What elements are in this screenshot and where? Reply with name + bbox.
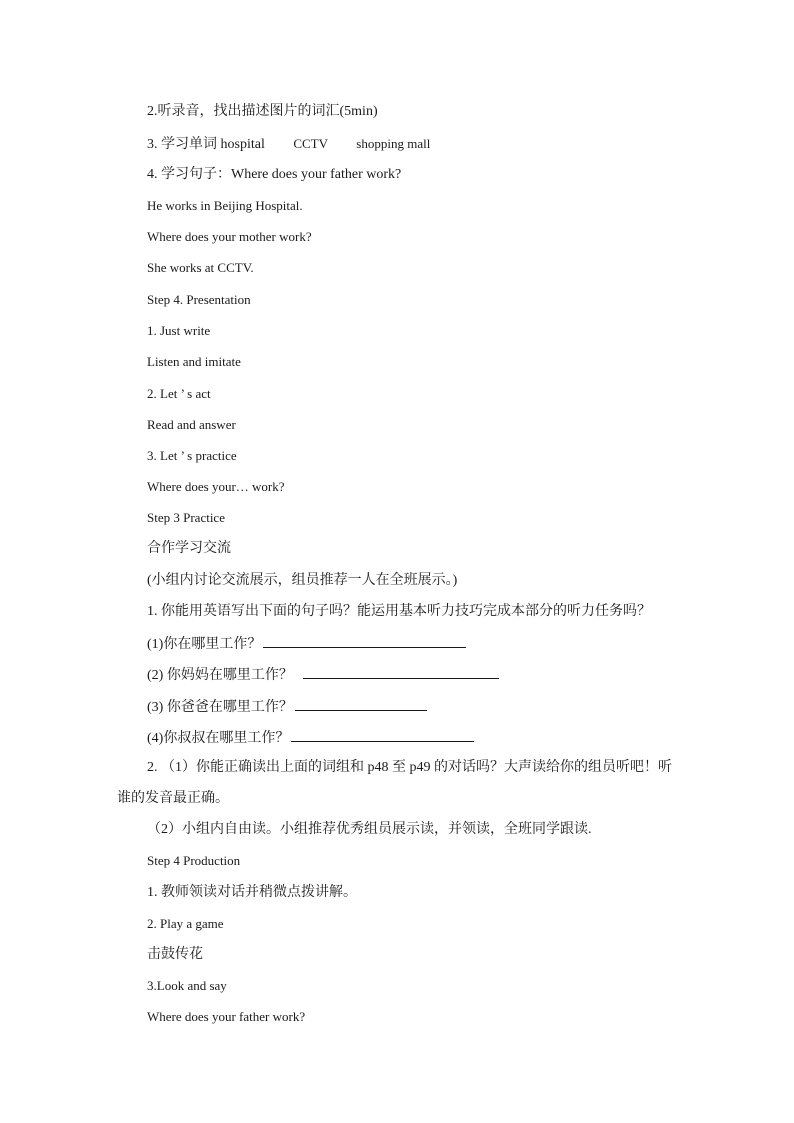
section-heading: Step 4 Production (147, 853, 241, 868)
answer-blank[interactable] (291, 728, 474, 742)
activity-line: 3.Look and say (147, 978, 227, 993)
activity-line: 2. Play a game (147, 916, 224, 931)
sentence-line: He works in Beijing Hospital. (147, 198, 303, 213)
question-item (147, 728, 474, 748)
activity-line: 1. 教师领读对话并稍微点拨讲解。 (147, 885, 357, 900)
question-text: (2) 你妈妈在哪里工作？ (147, 668, 293, 683)
sentence-line: Where does your mother work? (147, 229, 312, 244)
question-item (147, 665, 499, 685)
question-prompt: 1. 你能用英语写出下面的句子吗？能运用基本听力技巧完成本部分的听力任务吗？ (147, 604, 651, 619)
reading-task-continuation: 谁的发音最正确。 (117, 791, 229, 806)
sentence-intro-line: 4. 学习句子：Where does your father work? (147, 167, 402, 182)
answer-blank[interactable] (295, 697, 427, 711)
activity-line: 1. Just write (147, 323, 211, 338)
activity-line: Listen and imitate (147, 354, 241, 369)
reading-task-line: （2）小组内自由读。小组推荐优秀组员展示读，并领读，全班同学跟读. (147, 822, 592, 837)
answer-blank[interactable] (263, 634, 466, 648)
vocab-cctv: CCTV (293, 136, 328, 151)
group-instruction: (小组内讨论交流展示，组员推荐一人在全班展示。) (147, 573, 458, 588)
activity-line: Where does your… work? (147, 479, 285, 494)
answer-blank[interactable] (303, 665, 499, 679)
question-text: (3) 你爸爸在哪里工作？ (147, 700, 293, 715)
question-text: (4)你叔叔在哪里工作？ (147, 731, 290, 746)
reading-task-line: 2. （1）你能正确读出上面的词组和 p48 至 p49 的对话吗？大声读给你的组员听吧！听 (147, 760, 672, 775)
cooperative-heading: 合作学习交流 (147, 541, 231, 556)
section-heading: Step 4. Presentation (147, 292, 251, 307)
vocab-line (147, 135, 430, 154)
sentence-line: She works at CCTV. (147, 260, 254, 275)
vocab-shopping-mall: shopping mall (356, 136, 431, 151)
activity-line: 2. Let ’ s act (147, 386, 211, 401)
game-name: 击鼓传花 (147, 947, 203, 962)
question-item (147, 697, 427, 717)
section-heading: Step 3 Practice (147, 510, 225, 525)
activity-line: 3. Let ’ s practice (147, 448, 237, 463)
vocab-intro: 3. 学习单词 hospital (147, 137, 265, 152)
activity-line: Where does your father work? (147, 1009, 306, 1024)
question-item (147, 634, 466, 654)
activity-line: Read and answer (147, 417, 236, 432)
step-listen-line: 2.听录音，找出描述图片的词汇(5min) (147, 104, 378, 119)
question-text: (1)你在哪里工作？ (147, 637, 262, 652)
